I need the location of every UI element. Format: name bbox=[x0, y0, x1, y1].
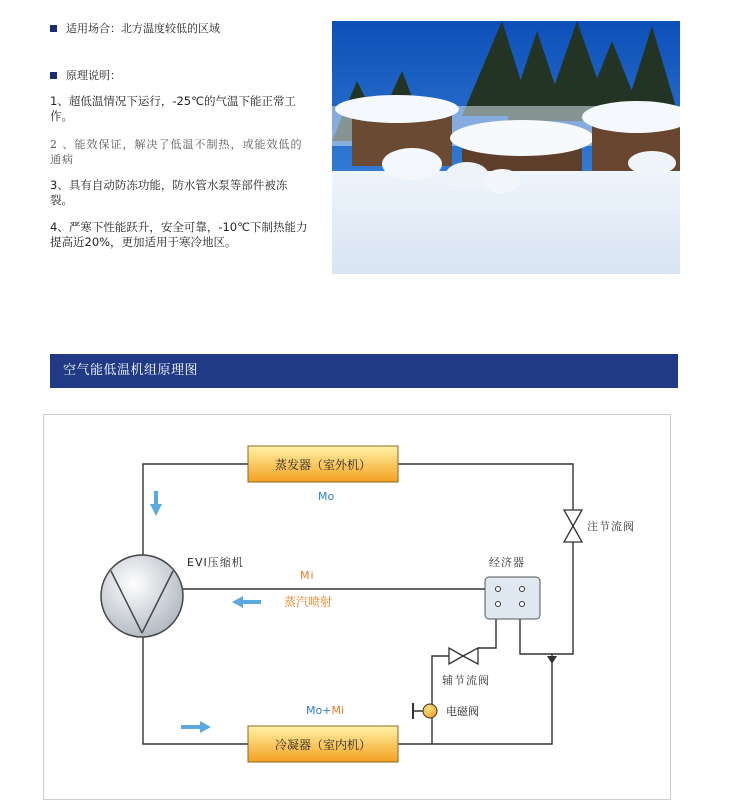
arrow-right-icon bbox=[181, 721, 211, 733]
economizer-label: 经济器 bbox=[489, 556, 525, 569]
throttle-valve-icon bbox=[564, 510, 582, 542]
mo-mi-label: Mo+Mi bbox=[306, 704, 344, 717]
arrow-left-icon bbox=[232, 596, 261, 608]
throttle-valve-label: 注节流阀 bbox=[587, 520, 635, 533]
point-2: 2 、能效保证，解决了低温不制热，或能效低的通病 bbox=[50, 138, 303, 166]
principle-label: 原理说明： bbox=[66, 69, 121, 82]
solenoid-icon bbox=[423, 704, 437, 718]
arrow-down-icon bbox=[150, 491, 162, 516]
aux-valve-icon bbox=[449, 648, 478, 664]
evaporator-label: 蒸发器（室外机） bbox=[274, 458, 372, 472]
aux-valve-label: 辅节流阀 bbox=[442, 674, 490, 687]
point-4: 4、严寒下性能跃升，安全可靠，-10℃下制热能力提高近20%，更加适用于寒冷地区。 bbox=[50, 220, 308, 249]
compressor-label: EVI压缩机 bbox=[187, 556, 244, 569]
mi-label: Mi bbox=[300, 569, 315, 582]
junction-arrow-icon bbox=[547, 656, 557, 664]
solenoid-label: 电磁阀 bbox=[446, 705, 479, 718]
compressor-icon bbox=[101, 555, 183, 637]
mo-label: Mo bbox=[318, 490, 335, 503]
economizer-box bbox=[485, 577, 540, 619]
point-1: 1、超低温情况下运行，-25℃的气温下能正常工作。 bbox=[50, 94, 297, 123]
point-3: 3、具有自动防冻功能，防水管水泵等部件被冻裂。 bbox=[50, 178, 288, 207]
application-label: 适用场合：北方温度较低的区域 bbox=[66, 22, 220, 35]
condenser-label: 冷凝器（室内机） bbox=[274, 738, 372, 752]
vapor-injection-label: 蒸汽喷射 bbox=[284, 595, 333, 609]
diagram-title-banner: 空气能低温机组原理图 bbox=[50, 354, 678, 388]
